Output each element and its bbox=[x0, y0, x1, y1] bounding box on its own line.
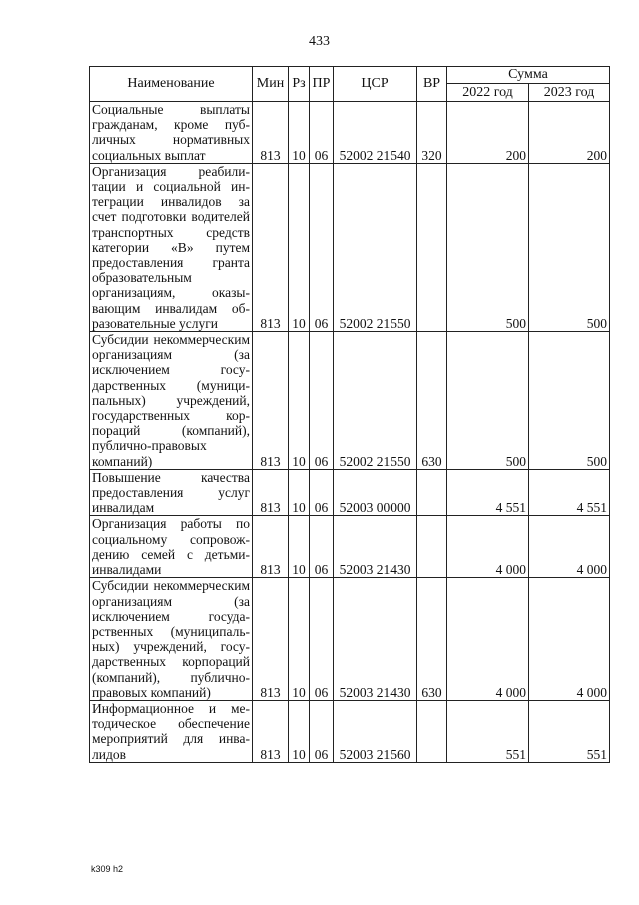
row-min: 813 bbox=[253, 102, 289, 164]
row-sum-2022: 551 bbox=[447, 700, 529, 762]
row-rz: 10 bbox=[289, 332, 310, 470]
row-rz: 10 bbox=[289, 469, 310, 516]
row-min: 813 bbox=[253, 700, 289, 762]
row-name: Организация работы по социальному сопровождению семей с детьми-инвалидами bbox=[90, 516, 253, 578]
row-csr: 52003 21560 bbox=[334, 700, 417, 762]
table-row bbox=[90, 578, 610, 701]
row-min: 813 bbox=[253, 578, 289, 701]
row-min: 813 bbox=[253, 332, 289, 470]
row-sum-2023: 4 000 bbox=[529, 516, 610, 578]
row-vr bbox=[417, 516, 447, 578]
row-min: 813 bbox=[253, 516, 289, 578]
row-rz: 10 bbox=[289, 516, 310, 578]
header-year-2023: 2023 год bbox=[529, 84, 610, 102]
budget-table bbox=[89, 66, 610, 763]
row-name: Субсидии некоммерческим организациям (за исключением государственных (муниципальных) учреждений, государственных корпораций (компаний), публично-правовых компаний) bbox=[90, 332, 253, 470]
row-vr: 320 bbox=[417, 102, 447, 164]
row-csr: 52003 00000 bbox=[334, 469, 417, 516]
row-min: 813 bbox=[253, 469, 289, 516]
row-csr: 52002 21550 bbox=[334, 332, 417, 470]
row-pr: 06 bbox=[310, 578, 334, 701]
header-csr: ЦСР bbox=[334, 67, 417, 102]
row-rz: 10 bbox=[289, 102, 310, 164]
row-vr bbox=[417, 163, 447, 331]
table-row bbox=[90, 516, 610, 578]
row-rz: 10 bbox=[289, 700, 310, 762]
table-row bbox=[90, 700, 610, 762]
row-name: Субсидии некоммерческим организациям (за исключением государственных (муниципальных) учреждений, государственных корпораций (компаний), публично-правовых компаний) bbox=[90, 578, 253, 701]
row-sum-2022: 500 bbox=[447, 163, 529, 331]
row-sum-2022: 200 bbox=[447, 102, 529, 164]
row-sum-2023: 500 bbox=[529, 163, 610, 331]
row-csr: 52003 21430 bbox=[334, 578, 417, 701]
row-name: Организация реабилитации и социальной интеграции инвалидов за счет подготовки водителей транспортных средств категории «В» путем предоставления гранта образовательным организациям, оказывающим инвалидам образовательные услуги bbox=[90, 163, 253, 331]
table-row bbox=[90, 102, 610, 164]
row-pr: 06 bbox=[310, 102, 334, 164]
footer-code: k309 h2 bbox=[91, 864, 124, 874]
header-name: Наименование bbox=[90, 67, 253, 102]
row-sum-2023: 551 bbox=[529, 700, 610, 762]
row-pr: 06 bbox=[310, 516, 334, 578]
header-min: Мин bbox=[253, 67, 289, 102]
row-min: 813 bbox=[253, 163, 289, 331]
row-sum-2022: 500 bbox=[447, 332, 529, 470]
row-name: Социальные выплаты гражданам, кроме публичных нормативных социальных выплат bbox=[90, 102, 253, 164]
header-year-2022: 2022 год bbox=[447, 84, 529, 102]
header-sum: Сумма bbox=[447, 67, 610, 84]
header-vr: ВР bbox=[417, 67, 447, 102]
row-sum-2023: 200 bbox=[529, 102, 610, 164]
row-sum-2022: 4 000 bbox=[447, 516, 529, 578]
row-pr: 06 bbox=[310, 163, 334, 331]
row-sum-2023: 4 000 bbox=[529, 578, 610, 701]
table-row bbox=[90, 163, 610, 331]
header-pr: ПР bbox=[310, 67, 334, 102]
page-number: 433 bbox=[309, 34, 330, 49]
row-vr bbox=[417, 469, 447, 516]
row-sum-2022: 4 551 bbox=[447, 469, 529, 516]
row-sum-2023: 4 551 bbox=[529, 469, 610, 516]
row-pr: 06 bbox=[310, 469, 334, 516]
row-sum-2022: 4 000 bbox=[447, 578, 529, 701]
row-csr: 52002 21550 bbox=[334, 163, 417, 331]
row-name: Информационное и методическое обеспечение мероприятий для инвалидов bbox=[90, 700, 253, 762]
row-rz: 10 bbox=[289, 163, 310, 331]
row-csr: 52002 21540 bbox=[334, 102, 417, 164]
row-vr: 630 bbox=[417, 332, 447, 470]
row-name: Повышение качества предоставления услуг инвалидам bbox=[90, 469, 253, 516]
row-vr: 630 bbox=[417, 578, 447, 701]
row-pr: 06 bbox=[310, 332, 334, 470]
row-pr: 06 bbox=[310, 700, 334, 762]
row-csr: 52003 21430 bbox=[334, 516, 417, 578]
table-row bbox=[90, 469, 610, 516]
table-row bbox=[90, 332, 610, 470]
row-sum-2023: 500 bbox=[529, 332, 610, 470]
header-rz: Рз bbox=[289, 67, 310, 102]
row-vr bbox=[417, 700, 447, 762]
row-rz: 10 bbox=[289, 578, 310, 701]
